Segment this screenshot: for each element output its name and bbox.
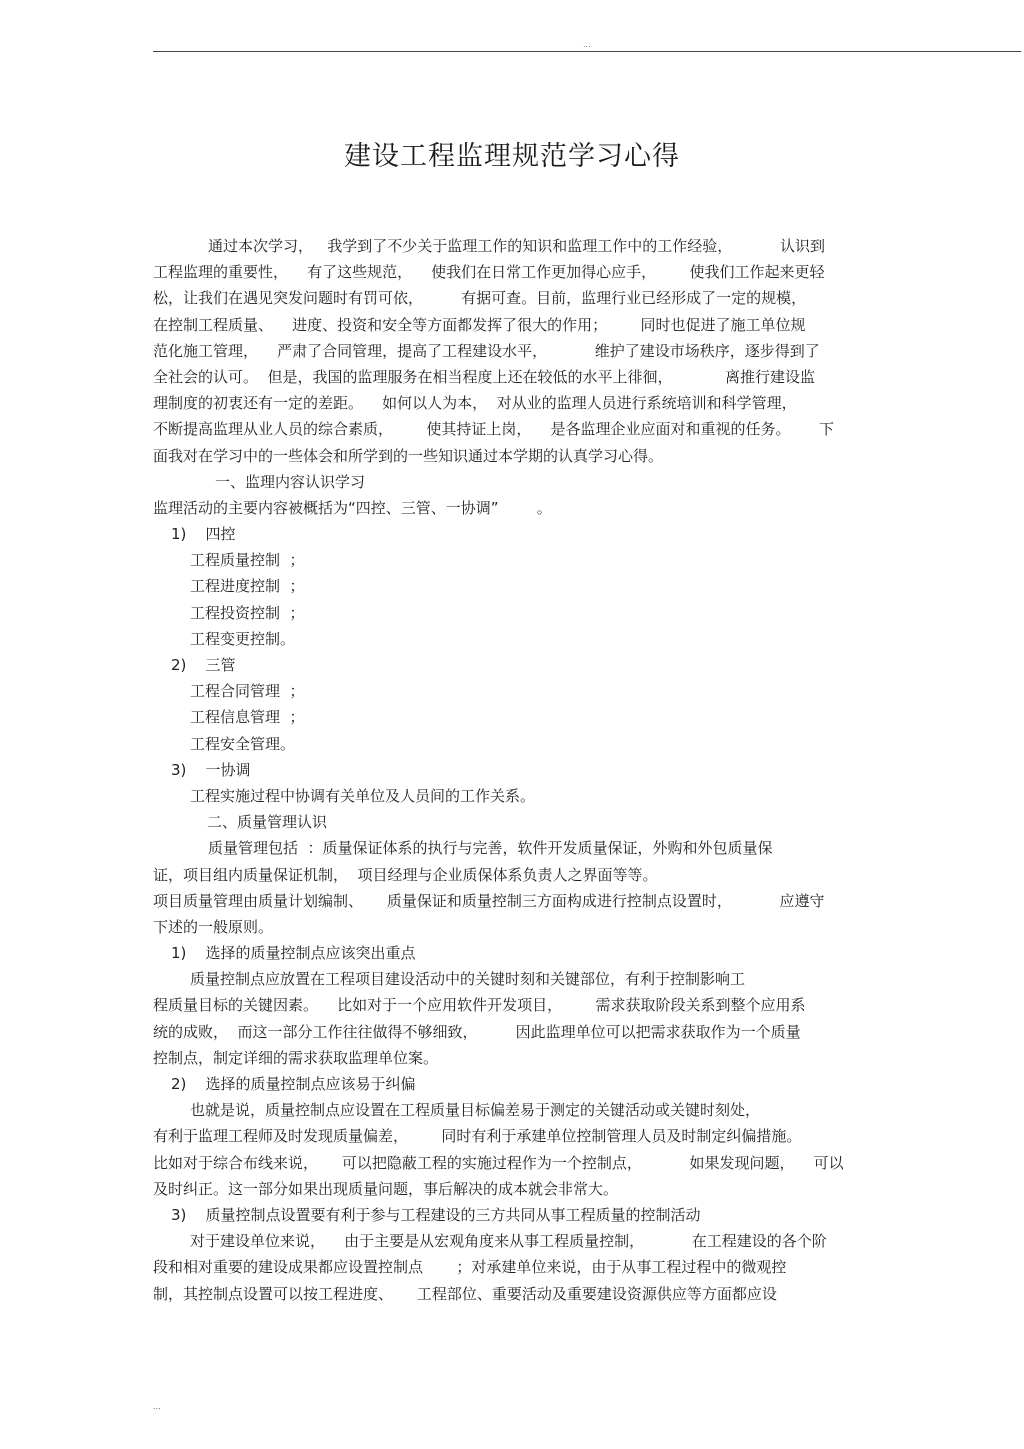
body-line: 理制度的初衷还有一定的差距。 如何以人为本， 对从业的监理人员进行系统培训和科学管理， [153,394,797,413]
body-line: 面我对在学习中的一些体会和所学到的一些知识通过本学期的认真学习心得。 [153,446,664,465]
body-line: 工程变更控制。 [190,629,296,648]
body-line: 项目质量管理由质量计划编制、 质量保证和质量控制三方面构成进行控制点设置时， 应遵守 [153,891,825,910]
body-line: 2) 三管 [171,656,236,674]
body-line: 监理活动的主要内容被概括为“四控、三管、一协调” 。 [153,498,552,517]
body-line: 质量管理包括 ：质量保证体系的执行与完善，软件开发质量保证，外购和外包质量保 [208,839,773,858]
body-line: 二、质量管理认识 [207,813,328,832]
body-line: 工程安全管理。 [190,734,296,753]
body-line: 比如对于综合布线来说， 可以把隐蔽工程的实施过程作为一个控制点， 如果发现问题， 可以 [153,1153,844,1172]
body-line: 工程实施过程中协调有关单位及人员间的工作关系。 [190,786,536,805]
body-line: 松，让我们在遇见突发问题时有罚可依， 有据可查。目前，监理行业已经形成了一定的规模， [153,289,807,308]
body-line: 全社会的认可。 但是，我国的监理服务在相当程度上还在较低的水平上徘徊， 离推行建设监 [153,367,815,386]
body-line: 下述的一般原则。 [153,917,274,936]
body-line: 控制点，制定详细的需求获取监理单位案。 [153,1048,439,1067]
body-line: 工程投资控制 ； [190,603,305,622]
body-line: 1) 四控 [171,525,236,544]
body-line: 及时纠正。这一部分如果出现质量问题，事后解决的成本就会非常大。 [153,1179,619,1198]
document-title: 建设工程监理规范学习心得 [344,141,680,172]
header-rule [153,51,1021,52]
body-line: 有利于监理工程师及时发现质量偏差， 同时有利于承建单位控制管理人员及时制定纠偏措施。 [153,1127,802,1146]
body-line: 不断提高监理从业人员的综合素质， 使其持证上岗， 是各监理企业应面对和重视的任务。 下 [153,420,835,439]
body-line: 工程质量控制 ； [190,551,305,570]
body-line: 统的成败， 而这一部分工作往往做得不够细致， 因此监理单位可以把需求获取作为一个质量 [153,1022,801,1041]
body-line: 工程信息管理 ； [190,708,305,727]
body-line: 1) 选择的质量控制点应该突出重点 [171,944,416,963]
body-line: 3) 质量控制点设置要有利于参与工程建设的三方共同从事工程质量的控制活动 [171,1205,701,1224]
document-body [153,233,873,1307]
body-line: 3) 一协调 [171,760,251,779]
body-line: 范化施工管理， 严肃了合同管理，提高了工程建设水平， 维护了建设市场秩序，逐步得到了 [153,341,820,360]
body-line: 制，其控制点设置可以按工程进度、 工程部位、重要活动及重要建设资源供应等方面都应设 [153,1284,777,1303]
body-line: 工程合同管理 ； [190,682,305,701]
body-line: 在控制工程质量、 进度、投资和安全等方面都发挥了很大的作用； 同时也促进了施工单位规 [153,315,806,334]
body-line: 工程进度控制 ； [190,577,305,596]
header-mark: ... [583,40,591,49]
body-line: 也就是说，质量控制点应设置在工程质量目标偏差易于测定的关键活动或关键时刻处， [190,1101,761,1120]
body-line: 通过本次学习， 我学到了不少关于监理工作的知识和监理工作中的工作经验， 认识到 [208,237,825,255]
body-line: 程质量目标的关键因素。 比如对于一个应用软件开发项目， 需求获取阶段关系到整个应用系 [153,996,806,1015]
footer-mark: ... [153,1402,161,1411]
body-line: 质量控制点应放置在工程项目建设活动中的关键时刻和关键部位，有利于控制影响工 [190,970,746,989]
body-line: 对于建设单位来说， 由于主要是从宏观角度来从事工程质量控制， 在工程建设的各个阶 [190,1232,827,1251]
body-line: 证，项目组内质量保证机制， 项目经理与企业质保体系负责人之界面等等。 [153,865,658,884]
body-line: 工程监理的重要性， 有了这些规范， 使我们在日常工作更加得心应手， 使我们工作起来更轻 [153,263,825,282]
body-line: 段和相对重要的建设成果都应设置控制点 ；对承建单位来说，由于从事工程过程中的微观控 [153,1258,787,1277]
body-line: 2) 选择的质量控制点应该易于纠偏 [171,1075,416,1093]
body-line: 一、监理内容认识学习 [215,472,366,491]
